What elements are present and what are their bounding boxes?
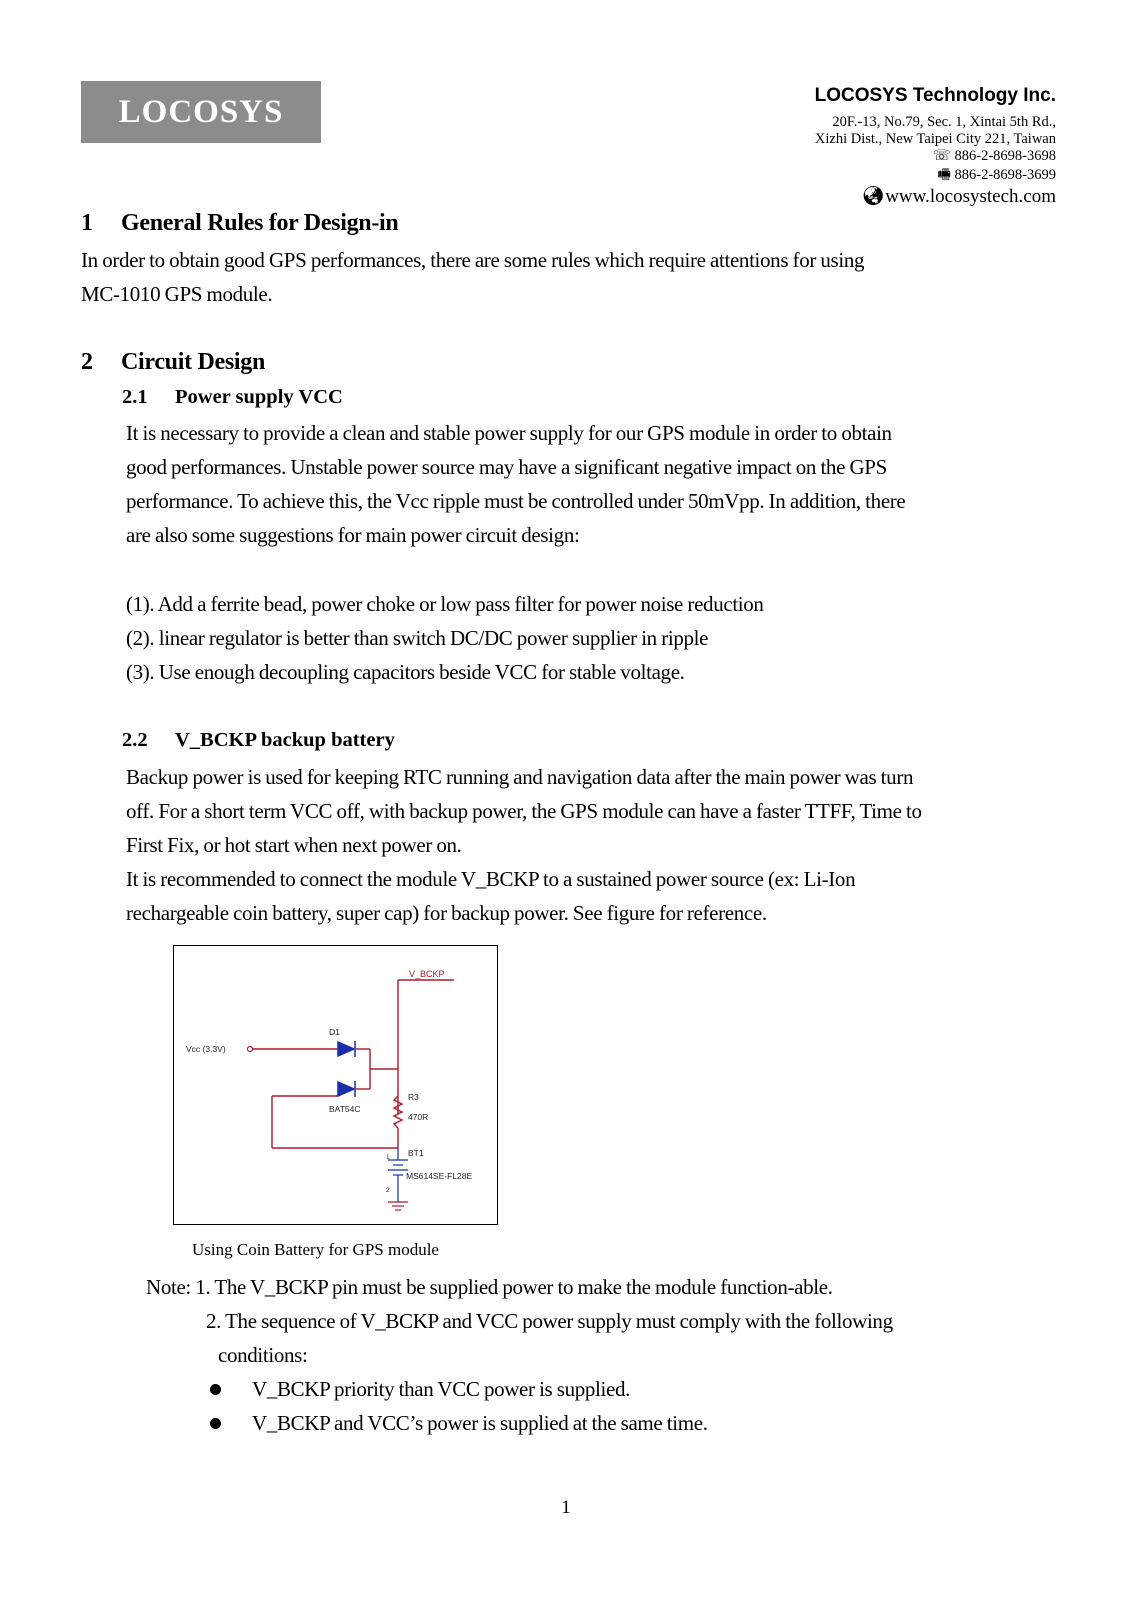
section-number: 2 xyxy=(81,349,93,375)
address-line-2: Xizhi Dist., New Taipei City 221, Taiwan xyxy=(814,131,1056,147)
bullet-icon xyxy=(210,1418,221,1429)
subsection-title: V_BCKP backup battery xyxy=(175,729,395,751)
section-number: 1 xyxy=(81,210,93,236)
suggestion-list xyxy=(126,587,764,689)
d1-label: D1 xyxy=(329,1027,340,1037)
website-link[interactable]: www.locosystech.com xyxy=(885,186,1056,207)
backup-battery-schematic xyxy=(174,946,497,1224)
pin-2-label: 2 xyxy=(386,1187,390,1194)
subsection-2-2-paragraph xyxy=(126,760,922,930)
subsection-2-2-heading xyxy=(122,729,395,752)
phone-number: ☏ 886-2-8698-3698 xyxy=(932,148,1056,164)
list-item: (2). linear regulator is better than switch DC/DC power supplier in ripple xyxy=(126,626,709,650)
d1-upper-diode-icon xyxy=(338,1042,354,1056)
text-line: off. For a short term VCC off, with backup power, the GPS module can have a faster TTFF, Time to xyxy=(126,799,922,823)
section-1-paragraph xyxy=(81,243,864,311)
section-title: Circuit Design xyxy=(121,349,266,375)
vcc-label: Vcc (3.3V) xyxy=(186,1044,226,1054)
bullet-item: V_BCKP priority than VCC power is supplied. xyxy=(252,1377,631,1401)
text-line: First Fix, or hot start when next power on. xyxy=(126,833,462,857)
r3-label: R3 xyxy=(408,1092,419,1102)
globe-icon: 🌏︎ xyxy=(861,186,886,207)
company-name: LOCOSYS Technology Inc. xyxy=(814,85,1056,106)
bullet-item: V_BCKP and VCC’s power is supplied at the same time. xyxy=(252,1411,708,1435)
text-line: It is recommended to connect the module V_BCKP to a sustained power source (ex: Li-Ion xyxy=(126,867,856,891)
ground-icon xyxy=(388,1202,408,1210)
page-number: 1 xyxy=(561,1497,571,1518)
website[interactable] xyxy=(861,186,1056,208)
note-2-line-2: conditions: xyxy=(218,1343,308,1367)
text-line: Backup power is used for keeping RTC running and navigation data after the main power was turn xyxy=(126,765,914,789)
pin-1-label: 1 xyxy=(386,1154,390,1161)
v-bckp-label: V_BCKP xyxy=(409,969,445,979)
subsection-number: 2.2 xyxy=(122,729,148,751)
text-line: It is necessary to provide a clean and stable power supply for our GPS module in order to obtain xyxy=(126,421,892,445)
figure-caption: Using Coin Battery for GPS module xyxy=(192,1240,439,1259)
schematic-figure xyxy=(173,945,498,1225)
text-line: are also some suggestions for main power circuit design: xyxy=(126,523,580,547)
bt1-label: BT1 xyxy=(408,1148,424,1158)
address-line-1: 20F.-13, No.79, Sec. 1, Xintai 5th Rd., xyxy=(832,114,1056,130)
text-line: rechargeable coin battery, super cap) for backup power. See figure for reference. xyxy=(126,901,767,925)
d1-lower-diode-icon xyxy=(338,1082,354,1096)
section-title: General Rules for Design-in xyxy=(121,210,399,236)
section-1-heading xyxy=(81,210,398,237)
list-item: (1). Add a ferrite bead, power choke or low pass filter for power noise reduction xyxy=(126,592,764,616)
note-1: Note: 1. The V_BCKP pin must be supplied power to make the module function-able. xyxy=(146,1275,833,1299)
vcc-port-icon xyxy=(248,1047,253,1052)
company-logo xyxy=(81,81,321,143)
logo-text: LOCOSYS xyxy=(118,93,284,130)
list-item: (3). Use enough decoupling capacitors beside VCC for stable voltage. xyxy=(126,660,685,684)
bullet-icon xyxy=(210,1384,221,1395)
subsection-2-1-paragraph xyxy=(126,416,905,552)
note-2-line-1: 2. The sequence of V_BCKP and VCC power supply must comply with the following xyxy=(206,1309,893,1333)
r3-value-label: 470R xyxy=(408,1112,429,1122)
text-line: MC-1010 GPS module. xyxy=(81,282,273,306)
bat54c-label: BAT54C xyxy=(329,1104,361,1114)
subsection-number: 2.1 xyxy=(122,386,148,408)
fax-number: 🖷 886-2-8698-3699 xyxy=(937,167,1056,183)
battery-part-label: MS614SE-FL28E xyxy=(406,1171,473,1181)
text-line: In order to obtain good GPS performances, there are some rules which require attentions for using xyxy=(81,248,865,272)
text-line: good performances. Unstable power source may have a significant negative impact on the GPS xyxy=(126,455,887,479)
subsection-title: Power supply VCC xyxy=(175,386,343,408)
section-2-heading xyxy=(81,349,265,376)
text-line: performance. To achieve this, the Vcc ripple must be controlled under 50mVpp. In addition, there xyxy=(126,489,906,513)
subsection-2-1-heading xyxy=(122,386,343,409)
